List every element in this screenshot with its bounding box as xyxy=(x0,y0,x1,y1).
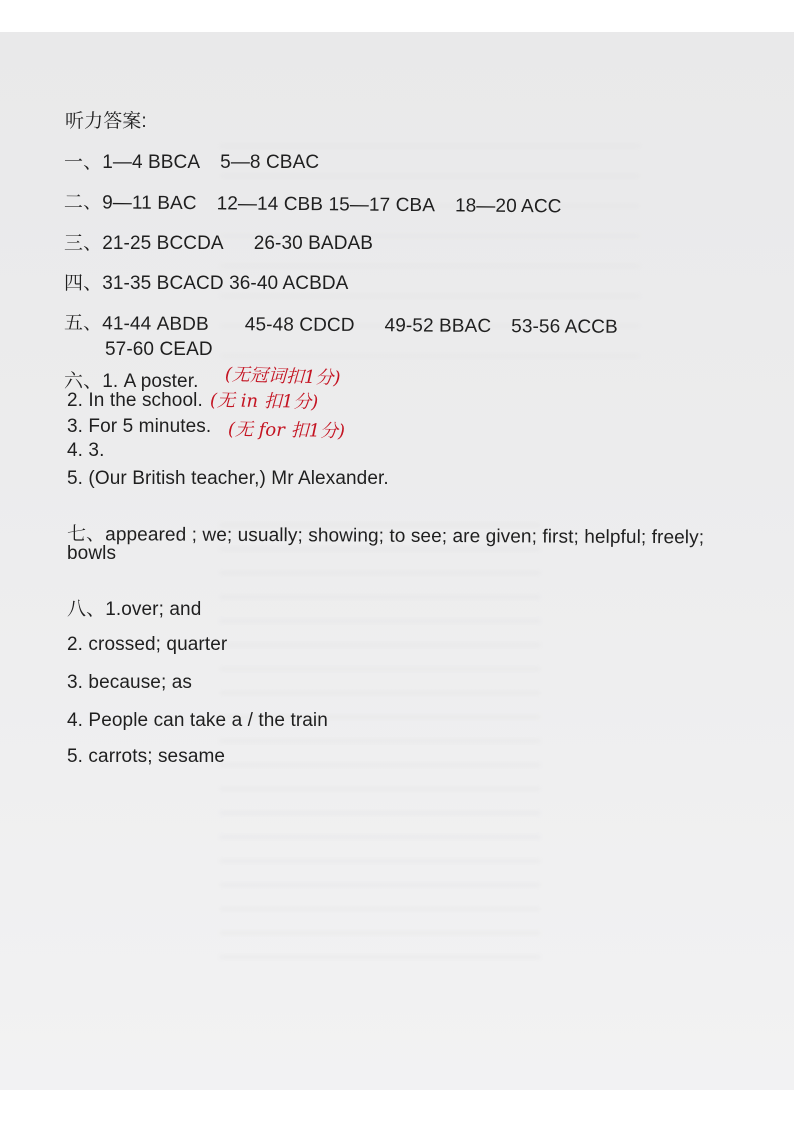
section-number: 一、 xyxy=(64,152,103,173)
answer-group: 12—14 CBB 15—17 CBA xyxy=(216,193,436,217)
handwritten-note: (无 in 扣1分) xyxy=(209,390,319,413)
section-number: 四、 xyxy=(64,273,103,294)
section-8-q1 xyxy=(67,594,201,621)
answer-group: 1—4 BBCA xyxy=(102,152,201,173)
answer-group: 26-30 BADAB xyxy=(253,233,374,254)
answer-text: 1.over; and xyxy=(105,599,202,620)
section-6-q2: 2. In the school. xyxy=(67,390,203,411)
paper-bleed-through-lower xyxy=(220,502,540,962)
answer-text: 1. A poster. xyxy=(102,371,199,392)
answer-group: 45-48 CDCD xyxy=(244,314,355,337)
section-number: 二、 xyxy=(63,192,103,214)
section-4 xyxy=(64,268,348,295)
answer-group: 31-35 BCACD 36-40 ACBDA xyxy=(102,273,349,294)
section-6-q5: 5. (Our British teacher,) Mr Alexander. xyxy=(67,468,389,489)
answer-group: 21-25 BCCDA xyxy=(102,233,224,254)
section-3 xyxy=(64,228,373,255)
answer-group: 18—20 ACC xyxy=(454,195,562,218)
section-2 xyxy=(64,187,562,218)
section-7-line2: bowls xyxy=(67,543,117,564)
section-6-q1 xyxy=(64,366,198,393)
section-8-q4: 4. People can take a / the train xyxy=(67,710,328,731)
section-8-q5: 5. carrots; sesame xyxy=(67,746,226,767)
answer-text: appeared ; we; usually; showing; to see; are given; first; helpful; freely; xyxy=(105,524,705,549)
section-number: 八、 xyxy=(67,599,106,620)
section-number: 六、 xyxy=(64,371,103,392)
handwritten-note: (无 for 扣1分) xyxy=(227,418,346,443)
section-5 xyxy=(64,308,618,339)
section-number: 七、 xyxy=(66,524,106,546)
answer-group: 5—8 CBAC xyxy=(220,152,320,173)
section-6-q4: 4. 3. xyxy=(67,440,105,461)
section-7-line1 xyxy=(67,519,704,549)
page-title: 听力答案: xyxy=(65,111,147,132)
section-1 xyxy=(64,147,319,174)
section-8-q3: 3. because; as xyxy=(67,672,192,693)
answer-group: 49-52 BBAC xyxy=(384,315,492,337)
answer-group: 9—11 BAC xyxy=(102,192,197,215)
section-number: 三、 xyxy=(64,233,103,254)
section-number: 五、 xyxy=(63,313,103,335)
answer-group: 53-56 ACCB xyxy=(511,316,618,338)
section-6-q3: 3. For 5 minutes. xyxy=(67,416,212,437)
section-8-q2: 2. crossed; quarter xyxy=(67,634,228,655)
section-5-continued: 57-60 CEAD xyxy=(105,339,213,360)
handwritten-note: (无冠词扣1分) xyxy=(224,363,341,390)
answer-group: 41-44 ABDB xyxy=(102,313,209,336)
